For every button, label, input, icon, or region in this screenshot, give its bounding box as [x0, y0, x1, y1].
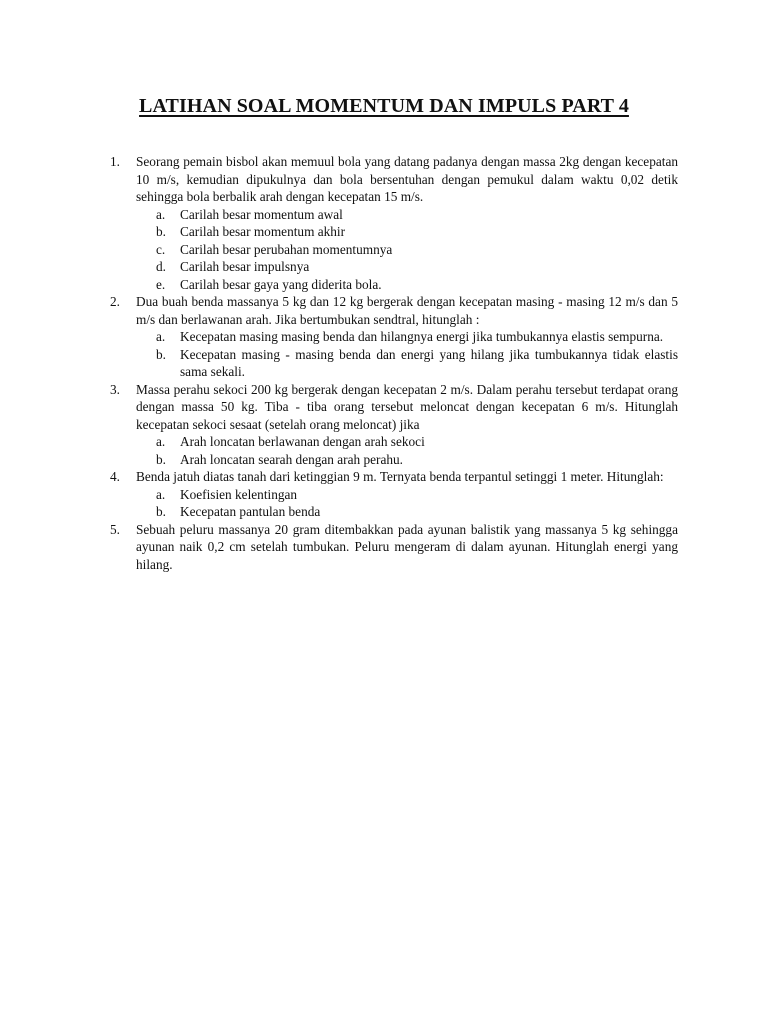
sub-question-list	[136, 433, 678, 468]
sub-question-text: Carilah besar perubahan momentumnya	[180, 241, 393, 257]
sub-question-item	[136, 433, 678, 451]
sub-question-item	[136, 503, 678, 521]
question-item	[110, 293, 678, 381]
sub-question-list	[136, 328, 678, 381]
sub-question-item	[136, 241, 678, 259]
question-item	[110, 521, 678, 574]
question-item	[110, 381, 678, 469]
sub-question-text: Arah loncatan searah dengan arah perahu.	[180, 451, 403, 467]
sub-question-text: Kecepatan masing - masing benda dan energi yang hilang jika tumbukannya tidak elastis sama sekali.	[180, 346, 678, 379]
sub-question-item	[136, 451, 678, 469]
sub-question-text: Arah loncatan berlawanan dengan arah sekoci	[180, 434, 425, 449]
question-text: Massa perahu sekoci 200 kg bergerak dengan kecepatan 2 m/s. Dalam perahu tersebut terdapat orang dengan massa 50 kg. Tiba - tiba orang tersebut meloncat dengan kecepatan 6 m/s. Hitunglah kecepatan sekoci sesaat (setelah orang meloncat) jika	[136, 381, 678, 432]
sub-question-text: Kecepatan pantulan benda	[180, 504, 321, 519]
question-number: 4.	[110, 469, 120, 484]
sub-question-text: Carilah besar momentum awal	[180, 206, 343, 222]
question-item	[110, 468, 678, 521]
sub-question-letter: a.	[156, 206, 166, 222]
question-number: 5.	[110, 521, 120, 537]
sub-question-letter: a.	[156, 486, 166, 502]
page-title	[0, 93, 768, 119]
sub-question-list	[136, 486, 678, 521]
sub-question-letter: a.	[156, 329, 166, 344]
page-title-text: LATIHAN SOAL MOMENTUM DAN IMPULS PART 4	[139, 95, 629, 117]
sub-question-text: Kecepatan masing masing benda dan hilangnya energi jika tumbukannya elastis sempurna.	[180, 329, 664, 344]
sub-question-text: Carilah besar impulsnya	[180, 259, 310, 274]
sub-question-item	[136, 206, 678, 224]
sub-question-letter: b.	[156, 346, 166, 362]
sub-question-item	[136, 328, 678, 346]
question-number: 2.	[110, 294, 120, 309]
sub-question-list	[136, 206, 678, 294]
question-item	[110, 153, 678, 293]
sub-question-item	[136, 276, 678, 294]
sub-question-text: Carilah besar momentum akhir	[180, 224, 346, 239]
sub-question-text: Carilah besar gaya yang diderita bola.	[180, 276, 382, 292]
question-number: 3.	[110, 381, 120, 397]
question-number: 1.	[110, 154, 120, 169]
question-text: Dua buah benda massanya 5 kg dan 12 kg bergerak dengan kecepatan masing - masing 12 m/s dan 5 m/s dan berlawanan arah. Jika bertumbukan sendtral, hitunglah :	[136, 294, 678, 327]
sub-question-letter: a.	[156, 434, 166, 449]
sub-question-item	[136, 346, 678, 381]
sub-question-letter: b.	[156, 224, 166, 239]
sub-question-item	[136, 258, 678, 276]
sub-question-letter: b.	[156, 451, 166, 467]
question-text: Seorang pemain bisbol akan memuul bola yang datang padanya dengan massa 2kg dengan kecepatan 10 m/s, kemudian dipukulnya dan bola bersentuhan dengan pemukul dalam waktu 0,02 detik sehingga bola berbalik arah dengan kecepatan 15 m/s.	[136, 154, 678, 204]
sub-question-letter: e.	[156, 276, 166, 292]
sub-question-letter: c.	[156, 241, 166, 257]
sub-question-text: Koefisien kelentingan	[180, 486, 298, 502]
sub-question-item	[136, 486, 678, 504]
question-list	[110, 153, 678, 573]
sub-question-letter: d.	[156, 259, 166, 274]
question-text: Sebuah peluru massanya 20 gram ditembakkan pada ayunan balistik yang massanya 5 kg sehingga ayunan naik 0,2 cm setelah tumbukan. Peluru mengeram di dalam ayunan. Hitunglah energi yang hilang.	[136, 521, 678, 572]
sub-question-item	[136, 223, 678, 241]
sub-question-letter: b.	[156, 504, 166, 519]
question-text: Benda jatuh diatas tanah dari ketinggian 9 m. Ternyata benda terpantul setinggi 1 meter. Hitunglah:	[136, 469, 664, 484]
